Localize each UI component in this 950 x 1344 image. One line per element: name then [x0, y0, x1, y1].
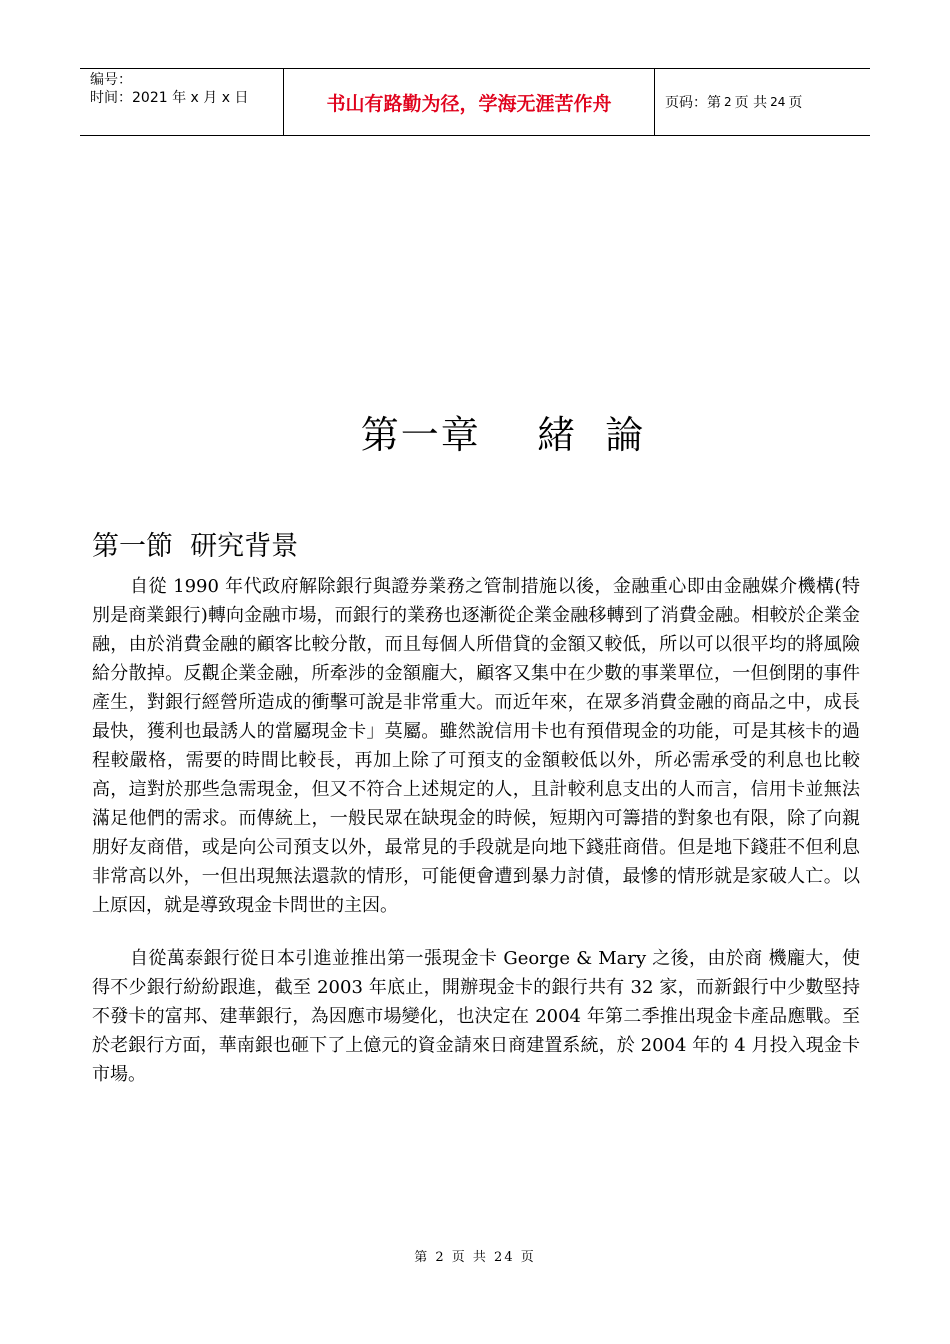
page-total: 24: [770, 95, 786, 109]
header-motto: 书山有路勤为径，学海无涯苦作舟: [283, 69, 655, 135]
header-meta: [80, 69, 283, 135]
document-date: 时间：2021 年 x 月 x 日: [90, 90, 249, 106]
page-prefix: 页码：第: [665, 95, 721, 111]
page-suffix: 页: [788, 95, 803, 111]
body-paragraph: 自從萬泰銀行從日本引進並推出第一張現金卡 George & Mary 之後，由於商 機龐大，使得不少銀行紛紛跟進，截至 2003 年底止，開辦現金卡的銀行共有 32 家，而新銀行中少數堅持不發卡的富邦、建華銀行，為因應市場變化，也決定在 2004 年第二季推出現金卡產品應戰。至於老銀行方面，華南銀也砸下了上億元的資金請來日商建置系統，於 2004 年的 4 月投入現金卡市場。: [92, 948, 860, 1085]
page-current: 2: [724, 95, 732, 109]
page-mid: 页 共: [734, 95, 768, 111]
document-number-label: 编号：: [90, 72, 132, 88]
header-page-info: [655, 69, 870, 135]
body-paragraph: 自從 1990 年代政府解除銀行與證券業務之管制措施以後，金融重心即由金融媒介機構(特別是商業銀行)轉向金融市場，而銀行的業務也逐漸從企業金融移轉到了消費金融。相較於企業金融，由於消費金融的顧客比較分散，而且每個人所借貸的金額又較低，所以可以很平均的將風險給分散掉。反觀企業金融，所牽涉的金額龐大，顧客又集中在少數的事業單位，一但倒閉的事件產生，對銀行經營所造成的衝擊可說是非常重大。而近年來，在眾多消費金融的商品之中，成長最快，獲利也最誘人的當屬現金卡」莫屬。雖然說信用卡也有預借現金的功能，可是其核卡的過程較嚴格，需要的時間比較長，再加上除了可預支的金額較低以外，所必需承受的利息也比較高，這對於那些急需現金，但又不符合上述規定的人，且計較利息支出的人而言，信用卡並無法滿足他們的需求。而傳統上，一般民眾在缺現金的時候，短期內可籌措的對象也有限，除了向親朋好友商借，或是向公司預支以外，最常見的手段就是向地下錢莊商借。但是地下錢莊不但利息非常高以外，一但出現無法還款的情形，可能便會遭到暴力討債，最慘的情形就是家破人亡。以上原因，就是導致現金卡問世的主因。: [92, 576, 860, 916]
page-footer: 第 2 页 共 24 页: [414, 1250, 536, 1265]
section-title: 第一節 研究背景: [92, 531, 299, 562]
chapter-title: 第一章 緒 論: [360, 413, 646, 457]
page-header: [80, 68, 870, 136]
